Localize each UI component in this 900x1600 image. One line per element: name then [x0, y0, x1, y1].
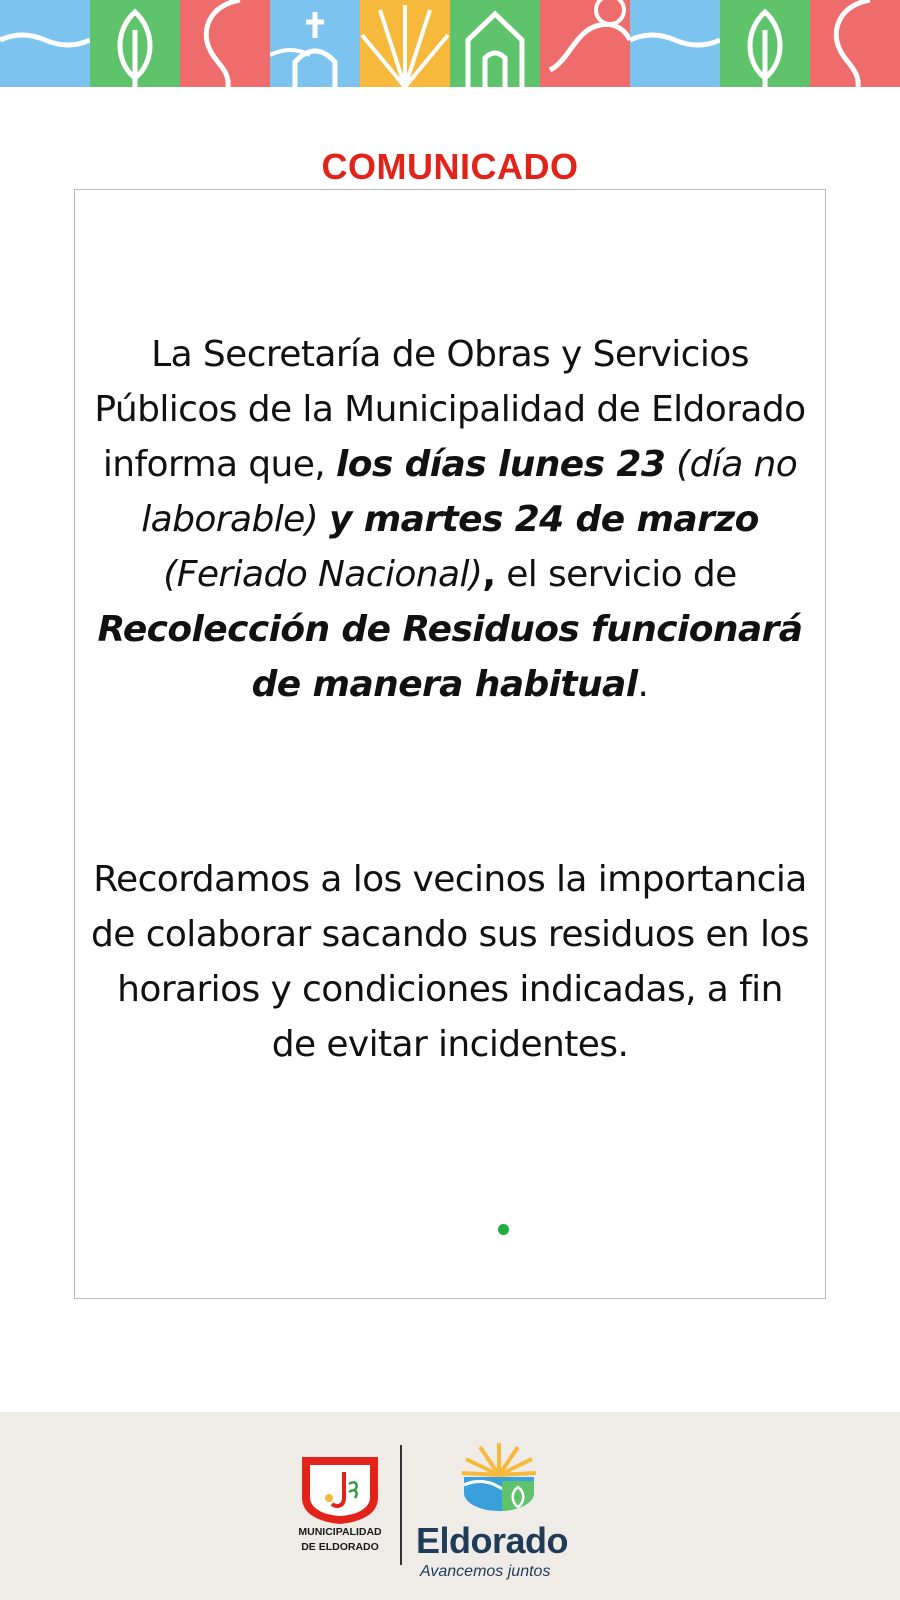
notice-paragraph-1: [90, 327, 810, 712]
eldorado-brand-emblem: [458, 1441, 540, 1513]
decorative-banner: [0, 0, 900, 87]
banner-tile-wave: [0, 0, 90, 87]
gear-face-icon: [540, 0, 630, 87]
municipality-label: [275, 1525, 405, 1555]
banner-tile-chapel: [450, 0, 540, 87]
banner-tile-face-2: [810, 0, 900, 87]
banner-tile-church: [270, 0, 360, 87]
municipality-shield-logo: [299, 1454, 381, 1526]
brand-name: Eldorado: [416, 1520, 569, 1561]
banner-tile-leaf-2: [720, 0, 810, 87]
municipality-label-line-2: DE ELDORADO: [301, 1541, 379, 1553]
accent-dot: [498, 1224, 509, 1235]
paragraph1-note-1: (día no laborable): [141, 444, 798, 540]
paragraph1-note-2: (Feriado Nacional): [163, 554, 483, 595]
leaf-icon: [720, 0, 810, 87]
paragraph1-date-1: los días lunes 23: [336, 444, 666, 485]
banner-tile-face: [180, 0, 270, 87]
paragraph1-service-intro: el servicio de: [495, 554, 737, 595]
chapel-icon: [450, 0, 540, 87]
church-icon: [270, 0, 360, 87]
paragraph1-period: .: [637, 664, 649, 705]
banner-tile-sun: [360, 0, 450, 87]
notice-title-container: [0, 146, 900, 188]
paragraph1-service: Recolección de Residuos funcionará de manera habitual: [97, 609, 803, 705]
face-icon: [180, 0, 270, 87]
paragraph1-comma: ,: [482, 554, 496, 595]
banner-tile-leaf: [90, 0, 180, 87]
notice-title: COMUNICADO: [300, 146, 601, 187]
leaf-icon: [90, 0, 180, 87]
paragraph1-date-2: y martes 24 de marzo: [328, 499, 759, 540]
municipality-label-line-1: MUNICIPALIDAD: [298, 1526, 382, 1538]
wave-icon: [0, 0, 90, 87]
sun-icon: [360, 0, 450, 87]
banner-tile-wave-2: [630, 0, 720, 87]
notice-paragraph-2: Recordamos a los vecinos la importancia de colaborar sacando sus residuos en los horarios y condiciones indicadas, a fin de evitar incidentes.: [91, 859, 809, 1065]
paragraph1-intro: La Secretaría de Obras y Servicios Públicos de la Municipalidad de Eldorado informa que,: [94, 334, 806, 485]
brand-tagline: Avancemos juntos: [420, 1563, 551, 1580]
footer-divider: [400, 1445, 402, 1565]
wave-icon: [630, 0, 720, 87]
banner-tile-gear-face: [540, 0, 630, 87]
face-icon: [810, 0, 900, 87]
